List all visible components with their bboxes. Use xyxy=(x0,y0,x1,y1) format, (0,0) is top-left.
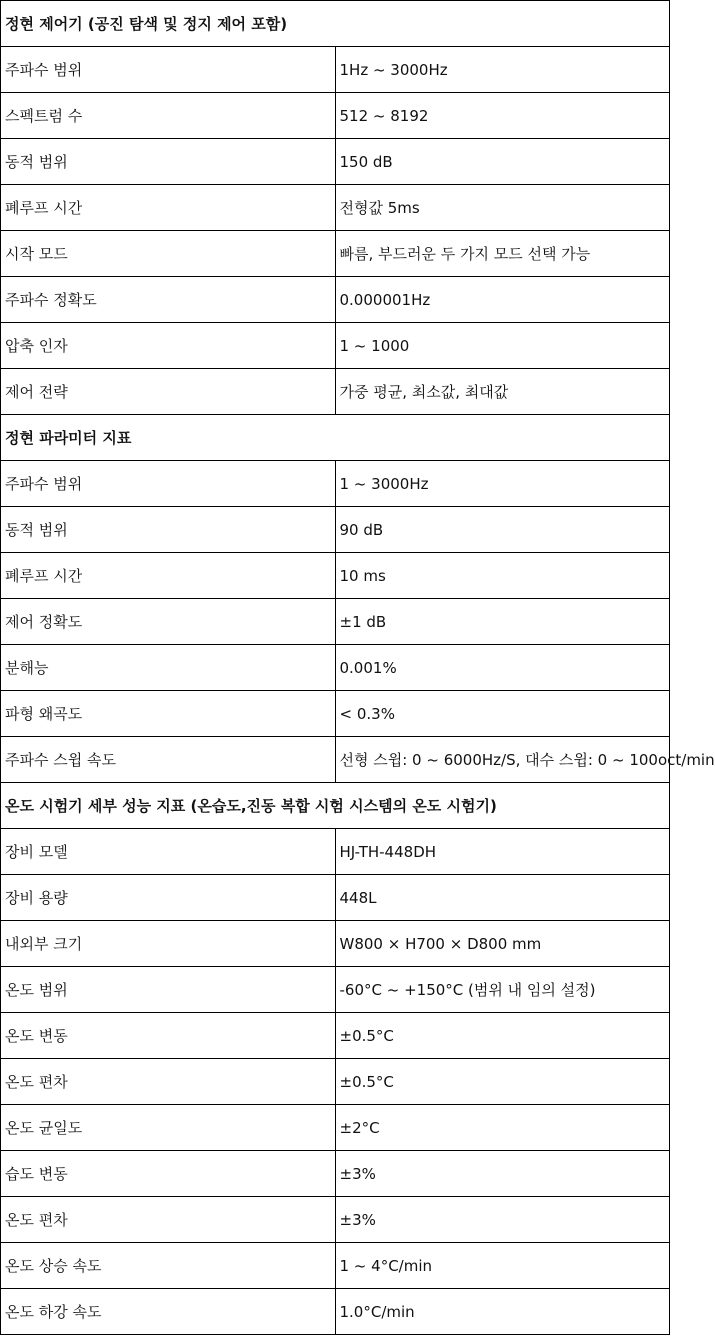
row-value: 1 ~ 3000Hz xyxy=(335,461,670,507)
table-row xyxy=(1,139,670,185)
table-row xyxy=(1,507,670,553)
row-label: 온도 편차 xyxy=(1,1197,336,1243)
row-label: 온도 범위 xyxy=(1,967,336,1013)
row-label: 주파수 범위 xyxy=(1,47,336,93)
table-row xyxy=(1,1013,670,1059)
table-row xyxy=(1,1243,670,1289)
section-title: 온도 시험기 세부 성능 지표 (온습도,진동 복합 시험 시스템의 온도 시험기) xyxy=(1,783,670,829)
row-value: ±2°C xyxy=(335,1105,670,1151)
row-label: 온도 편차 xyxy=(1,1059,336,1105)
row-label: 온도 하강 속도 xyxy=(1,1289,336,1335)
table-row xyxy=(1,645,670,691)
row-label: 시작 모드 xyxy=(1,231,336,277)
table-row xyxy=(1,185,670,231)
row-label: 주파수 스윕 속도 xyxy=(1,737,336,783)
row-label: 폐루프 시간 xyxy=(1,553,336,599)
row-label: 장비 모델 xyxy=(1,829,336,875)
row-label: 온도 변동 xyxy=(1,1013,336,1059)
table-row xyxy=(1,1151,670,1197)
table-row xyxy=(1,1059,670,1105)
table-row xyxy=(1,47,670,93)
row-label: 동적 범위 xyxy=(1,507,336,553)
row-value: -60°C ~ +150°C (범위 내 임의 설정) xyxy=(335,967,670,1013)
row-value: ±0.5°C xyxy=(335,1013,670,1059)
row-value: 0.000001Hz xyxy=(335,277,670,323)
table-row xyxy=(1,921,670,967)
table-row xyxy=(1,461,670,507)
section-header-row xyxy=(1,415,670,461)
row-value: 10 ms xyxy=(335,553,670,599)
row-value: ±3% xyxy=(335,1197,670,1243)
table-row xyxy=(1,1197,670,1243)
section-header-row xyxy=(1,783,670,829)
row-label: 온도 균일도 xyxy=(1,1105,336,1151)
row-value: 빠름, 부드러운 두 가지 모드 선택 가능 xyxy=(335,231,670,277)
row-label: 주파수 범위 xyxy=(1,461,336,507)
table-row xyxy=(1,323,670,369)
table-row xyxy=(1,1105,670,1151)
row-value: < 0.3% xyxy=(335,691,670,737)
row-value: ±0.5°C xyxy=(335,1059,670,1105)
row-value: 0.001% xyxy=(335,645,670,691)
row-value: 1 ~ 4°C/min xyxy=(335,1243,670,1289)
row-label: 내외부 크기 xyxy=(1,921,336,967)
row-label: 폐루프 시간 xyxy=(1,185,336,231)
row-label: 동적 범위 xyxy=(1,139,336,185)
table-row xyxy=(1,1289,670,1335)
table-row xyxy=(1,553,670,599)
section-title: 정현 제어기 (공진 탐색 및 정지 제어 포함) xyxy=(1,1,670,47)
row-label: 온도 상승 속도 xyxy=(1,1243,336,1289)
table-row xyxy=(1,737,670,783)
row-value: W800 × H700 × D800 mm xyxy=(335,921,670,967)
section-header-row xyxy=(1,1,670,47)
row-label: 제어 전략 xyxy=(1,369,336,415)
row-value: 90 dB xyxy=(335,507,670,553)
table-row xyxy=(1,875,670,921)
row-label: 분해능 xyxy=(1,645,336,691)
row-value: 전형값 5ms xyxy=(335,185,670,231)
row-value: 150 dB xyxy=(335,139,670,185)
table-row xyxy=(1,231,670,277)
row-label: 파형 왜곡도 xyxy=(1,691,336,737)
row-value: HJ-TH-448DH xyxy=(335,829,670,875)
row-value: 1 ~ 1000 xyxy=(335,323,670,369)
table-row xyxy=(1,277,670,323)
table-row xyxy=(1,967,670,1013)
table-row xyxy=(1,93,670,139)
table-row xyxy=(1,691,670,737)
row-value: 선형 스윕: 0 ~ 6000Hz/S, 대수 스윕: 0 ~ 100oct/min xyxy=(335,737,670,783)
row-label: 스펙트럼 수 xyxy=(1,93,336,139)
row-value: ±3% xyxy=(335,1151,670,1197)
row-value: 512 ~ 8192 xyxy=(335,93,670,139)
row-value: 1Hz ~ 3000Hz xyxy=(335,47,670,93)
row-label: 제어 정확도 xyxy=(1,599,336,645)
row-label: 주파수 정확도 xyxy=(1,277,336,323)
row-value: 448L xyxy=(335,875,670,921)
table-row xyxy=(1,829,670,875)
row-value: ±1 dB xyxy=(335,599,670,645)
row-label: 습도 변동 xyxy=(1,1151,336,1197)
row-label: 장비 용량 xyxy=(1,875,336,921)
row-value: 가중 평균, 최소값, 최대값 xyxy=(335,369,670,415)
section-title: 정현 파라미터 지표 xyxy=(1,415,670,461)
table-row xyxy=(1,599,670,645)
row-label: 압축 인자 xyxy=(1,323,336,369)
table-row xyxy=(1,369,670,415)
row-value: 1.0°C/min xyxy=(335,1289,670,1335)
